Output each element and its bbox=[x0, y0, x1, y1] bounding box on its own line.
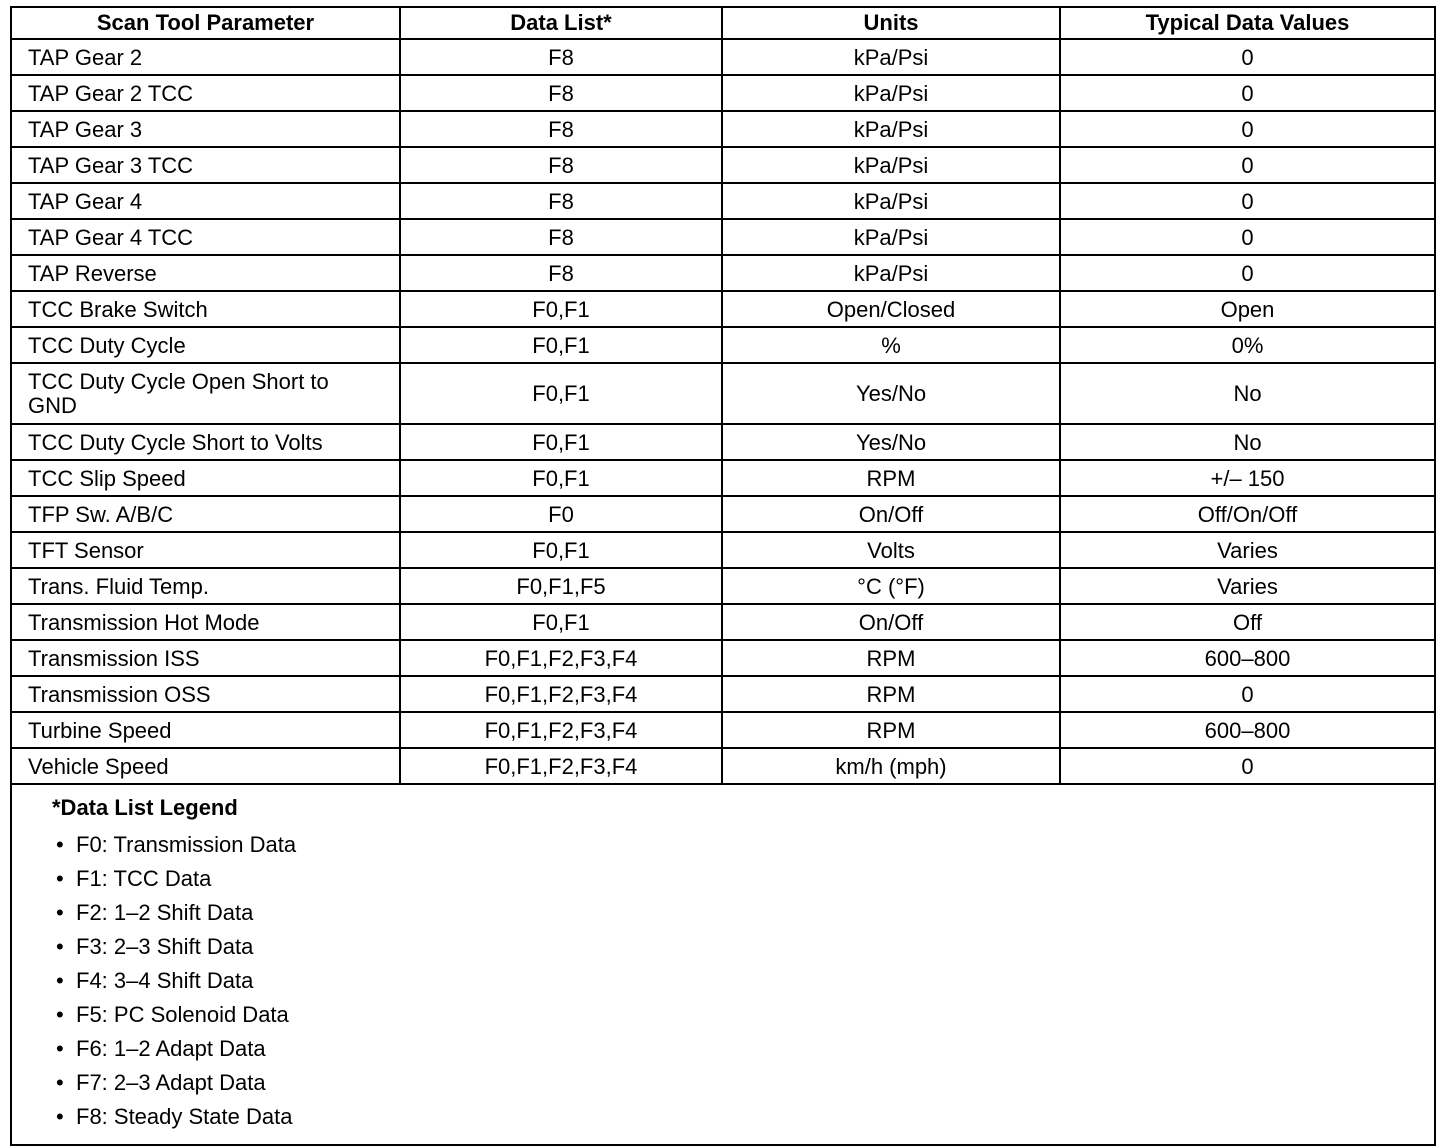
scan-tool-data-table bbox=[12, 8, 1434, 785]
cell-parameter: TAP Gear 4 TCC bbox=[12, 219, 400, 255]
cell-units: kPa/Psi bbox=[722, 147, 1060, 183]
bullet-icon: • bbox=[56, 1002, 64, 1027]
cell-parameter: TCC Duty Cycle bbox=[12, 327, 400, 363]
cell-data-list: F0,F1 bbox=[400, 327, 722, 363]
cell-typical-value: +/– 150 bbox=[1060, 460, 1434, 496]
table-row bbox=[12, 424, 1434, 460]
cell-typical-value: 0 bbox=[1060, 748, 1434, 784]
cell-parameter: TAP Reverse bbox=[12, 255, 400, 291]
table-row bbox=[12, 460, 1434, 496]
cell-typical-value: No bbox=[1060, 363, 1434, 424]
cell-parameter: TCC Brake Switch bbox=[12, 291, 400, 327]
cell-parameter: TCC Slip Speed bbox=[12, 460, 400, 496]
cell-typical-value: 0 bbox=[1060, 111, 1434, 147]
header-typical-data-values: Typical Data Values bbox=[1060, 8, 1434, 39]
table-row bbox=[12, 712, 1434, 748]
table-row bbox=[12, 255, 1434, 291]
cell-parameter: TAP Gear 2 TCC bbox=[12, 75, 400, 111]
table-row bbox=[12, 363, 1434, 424]
cell-typical-value: Open bbox=[1060, 291, 1434, 327]
cell-data-list: F8 bbox=[400, 183, 722, 219]
bullet-icon: • bbox=[56, 1036, 64, 1061]
legend-item-text: F3: 2–3 Shift Data bbox=[76, 934, 254, 959]
cell-typical-value: No bbox=[1060, 424, 1434, 460]
legend-item-text: F6: 1–2 Adapt Data bbox=[76, 1036, 266, 1061]
cell-parameter: TFP Sw. A/B/C bbox=[12, 496, 400, 532]
table-row bbox=[12, 219, 1434, 255]
cell-parameter: Trans. Fluid Temp. bbox=[12, 568, 400, 604]
legend-item bbox=[52, 1066, 1434, 1100]
cell-units: kPa/Psi bbox=[722, 255, 1060, 291]
cell-units: kPa/Psi bbox=[722, 111, 1060, 147]
cell-typical-value: 0 bbox=[1060, 255, 1434, 291]
header-scan-tool-parameter: Scan Tool Parameter bbox=[12, 8, 400, 39]
table-row bbox=[12, 568, 1434, 604]
header-data-list: Data List* bbox=[400, 8, 722, 39]
table-row bbox=[12, 39, 1434, 75]
cell-typical-value: 0 bbox=[1060, 219, 1434, 255]
data-list-legend bbox=[12, 785, 1434, 1144]
table-row bbox=[12, 604, 1434, 640]
cell-data-list: F8 bbox=[400, 39, 722, 75]
table-row bbox=[12, 676, 1434, 712]
table-row bbox=[12, 183, 1434, 219]
legend-title: *Data List Legend bbox=[52, 795, 238, 820]
cell-units: Open/Closed bbox=[722, 291, 1060, 327]
cell-typical-value: Varies bbox=[1060, 568, 1434, 604]
legend-item bbox=[52, 862, 1434, 896]
legend-item bbox=[52, 1032, 1434, 1066]
table-row bbox=[12, 748, 1434, 784]
cell-typical-value: 0 bbox=[1060, 676, 1434, 712]
table-row bbox=[12, 291, 1434, 327]
bullet-icon: • bbox=[56, 934, 64, 959]
cell-data-list: F0 bbox=[400, 496, 722, 532]
bullet-icon: • bbox=[56, 900, 64, 925]
cell-units: km/h (mph) bbox=[722, 748, 1060, 784]
cell-parameter: TFT Sensor bbox=[12, 532, 400, 568]
cell-parameter: Transmission OSS bbox=[12, 676, 400, 712]
cell-typical-value: 600–800 bbox=[1060, 640, 1434, 676]
cell-parameter: TCC Duty Cycle Short to Volts bbox=[12, 424, 400, 460]
table-row bbox=[12, 75, 1434, 111]
legend-item bbox=[52, 828, 1434, 862]
cell-parameter: TAP Gear 3 bbox=[12, 111, 400, 147]
cell-data-list: F0,F1 bbox=[400, 604, 722, 640]
cell-typical-value: Off bbox=[1060, 604, 1434, 640]
bullet-icon: • bbox=[56, 968, 64, 993]
cell-parameter: Turbine Speed bbox=[12, 712, 400, 748]
cell-data-list: F8 bbox=[400, 111, 722, 147]
cell-units: kPa/Psi bbox=[722, 183, 1060, 219]
cell-data-list: F0,F1,F5 bbox=[400, 568, 722, 604]
cell-typical-value: 0 bbox=[1060, 147, 1434, 183]
bullet-icon: • bbox=[56, 866, 64, 891]
legend-list bbox=[52, 828, 1434, 1134]
cell-units: kPa/Psi bbox=[722, 75, 1060, 111]
cell-data-list: F8 bbox=[400, 219, 722, 255]
cell-units: Yes/No bbox=[722, 363, 1060, 424]
legend-item-text: F7: 2–3 Adapt Data bbox=[76, 1070, 266, 1095]
cell-units: On/Off bbox=[722, 496, 1060, 532]
table-row bbox=[12, 532, 1434, 568]
cell-typical-value: 0 bbox=[1060, 75, 1434, 111]
cell-data-list: F0,F1 bbox=[400, 532, 722, 568]
legend-item bbox=[52, 964, 1434, 998]
table-row bbox=[12, 111, 1434, 147]
cell-data-list: F8 bbox=[400, 255, 722, 291]
cell-data-list: F0,F1 bbox=[400, 424, 722, 460]
bullet-icon: • bbox=[56, 1104, 64, 1129]
cell-units: RPM bbox=[722, 712, 1060, 748]
cell-parameter: TAP Gear 3 TCC bbox=[12, 147, 400, 183]
cell-units: % bbox=[722, 327, 1060, 363]
table-row bbox=[12, 327, 1434, 363]
legend-item-text: F0: Transmission Data bbox=[76, 832, 297, 857]
table-row bbox=[12, 640, 1434, 676]
legend-item bbox=[52, 1100, 1434, 1134]
table-row bbox=[12, 496, 1434, 532]
cell-data-list: F0,F1 bbox=[400, 460, 722, 496]
cell-data-list: F0,F1 bbox=[400, 363, 722, 424]
table-header-row bbox=[12, 8, 1434, 39]
cell-data-list: F8 bbox=[400, 75, 722, 111]
cell-typical-value: 0 bbox=[1060, 183, 1434, 219]
cell-parameter: Vehicle Speed bbox=[12, 748, 400, 784]
cell-typical-value: 600–800 bbox=[1060, 712, 1434, 748]
cell-typical-value: 0 bbox=[1060, 39, 1434, 75]
cell-units: °C (°F) bbox=[722, 568, 1060, 604]
cell-parameter: Transmission Hot Mode bbox=[12, 604, 400, 640]
table-row bbox=[12, 147, 1434, 183]
cell-data-list: F0,F1,F2,F3,F4 bbox=[400, 676, 722, 712]
scan-tool-data-sheet bbox=[10, 6, 1436, 1146]
cell-data-list: F0,F1 bbox=[400, 291, 722, 327]
legend-item-text: F2: 1–2 Shift Data bbox=[76, 900, 254, 925]
legend-item-text: F1: TCC Data bbox=[76, 866, 212, 891]
legend-item bbox=[52, 998, 1434, 1032]
cell-typical-value: 0% bbox=[1060, 327, 1434, 363]
cell-data-list: F0,F1,F2,F3,F4 bbox=[400, 640, 722, 676]
cell-units: RPM bbox=[722, 676, 1060, 712]
cell-units: RPM bbox=[722, 460, 1060, 496]
cell-units: RPM bbox=[722, 640, 1060, 676]
cell-units: kPa/Psi bbox=[722, 219, 1060, 255]
header-units: Units bbox=[722, 8, 1060, 39]
cell-data-list: F0,F1,F2,F3,F4 bbox=[400, 712, 722, 748]
cell-data-list: F0,F1,F2,F3,F4 bbox=[400, 748, 722, 784]
cell-typical-value: Off/On/Off bbox=[1060, 496, 1434, 532]
legend-item bbox=[52, 896, 1434, 930]
legend-item bbox=[52, 930, 1434, 964]
cell-parameter: TAP Gear 4 bbox=[12, 183, 400, 219]
cell-typical-value: Varies bbox=[1060, 532, 1434, 568]
legend-item-text: F5: PC Solenoid Data bbox=[76, 1002, 289, 1027]
cell-parameter: TCC Duty Cycle Open Short to GND bbox=[12, 363, 400, 424]
cell-units: kPa/Psi bbox=[722, 39, 1060, 75]
cell-units: Volts bbox=[722, 532, 1060, 568]
bullet-icon: • bbox=[56, 832, 64, 857]
legend-item-text: F8: Steady State Data bbox=[76, 1104, 293, 1129]
cell-data-list: F8 bbox=[400, 147, 722, 183]
cell-units: Yes/No bbox=[722, 424, 1060, 460]
cell-parameter: TAP Gear 2 bbox=[12, 39, 400, 75]
legend-item-text: F4: 3–4 Shift Data bbox=[76, 968, 254, 993]
cell-parameter: Transmission ISS bbox=[12, 640, 400, 676]
cell-units: On/Off bbox=[722, 604, 1060, 640]
bullet-icon: • bbox=[56, 1070, 64, 1095]
table-body bbox=[12, 39, 1434, 784]
